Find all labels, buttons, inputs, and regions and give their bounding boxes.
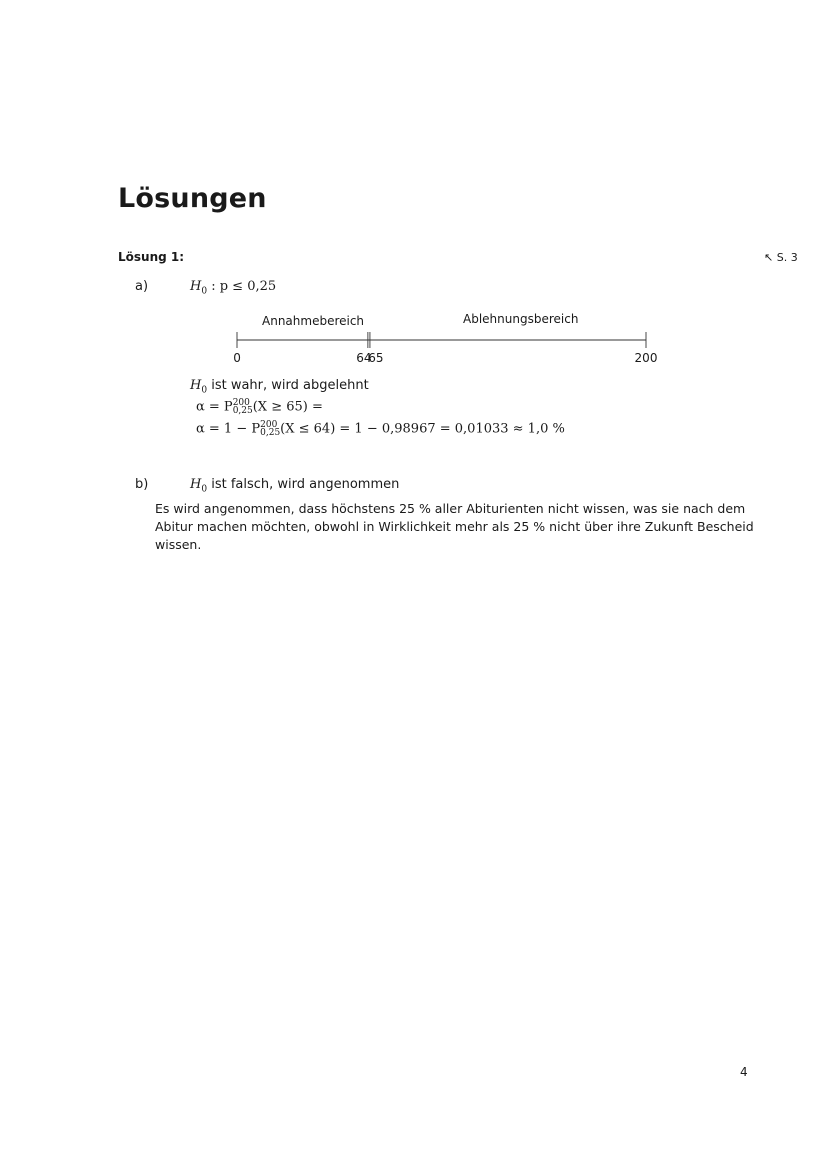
equation-2-sub: 0,25 (260, 428, 281, 438)
tick-label-65: 65 (368, 351, 384, 365)
equation-2 (196, 421, 565, 437)
statement-a (190, 378, 369, 396)
equation-1-sup: 200 (232, 398, 250, 408)
hypothesis (190, 279, 276, 297)
tick-label-64: 64 (356, 351, 372, 365)
number-line (233, 310, 658, 370)
statement-b-rest: ist falsch, wird angenommen (207, 477, 400, 492)
equation-1 (196, 399, 323, 415)
statement-a-h: H (190, 378, 202, 393)
page-number: 4 (740, 1065, 748, 1079)
equation-2-end: (X ≤ 64) = 1 − 0,98967 = 0,01033 ≈ 1,0 % (280, 421, 565, 437)
solution-heading: Lösung 1: (118, 250, 185, 264)
equation-2-start: α = 1 − P (196, 421, 261, 437)
tick-label-200: 200 (634, 351, 658, 365)
statement-a-rest: ist wahr, wird abgelehnt (207, 378, 369, 393)
rejection-region-label: Ablehnungsbereich (463, 312, 579, 326)
statement-b (190, 477, 399, 495)
number-line-graphic (233, 310, 658, 370)
statement-a-sub: 0 (201, 385, 208, 396)
hypothesis-sub: 0 (201, 286, 208, 297)
acceptance-region-label: Annahmebereich (262, 314, 365, 328)
hypothesis-h: H (190, 279, 202, 294)
part-a-label: a) (135, 279, 149, 294)
part-b-paragraph: Es wird angenommen, dass höchstens 25 % aller Abiturienten nicht wissen, was sie nach dem Abitur machen möchten, obwohl in Wirklichkeit mehr als 25 % nicht über ihre Zukunft Bescheid wissen. (155, 501, 754, 552)
equation-2-sup: 200 (260, 420, 278, 430)
page-title: Lösungen (118, 183, 267, 214)
page-reference-link[interactable]: ↖ S. 3 (764, 251, 798, 264)
hypothesis-rest: : p ≤ 0,25 (207, 279, 277, 294)
statement-b-sub: 0 (201, 484, 208, 495)
equation-1-sub: 0,25 (232, 406, 253, 416)
part-b-label: b) (135, 477, 149, 492)
equation-1-end: (X ≥ 65) = (252, 399, 323, 415)
equation-1-start: α = P (196, 399, 233, 415)
tick-label-0: 0 (233, 351, 241, 365)
statement-b-h: H (190, 477, 202, 492)
